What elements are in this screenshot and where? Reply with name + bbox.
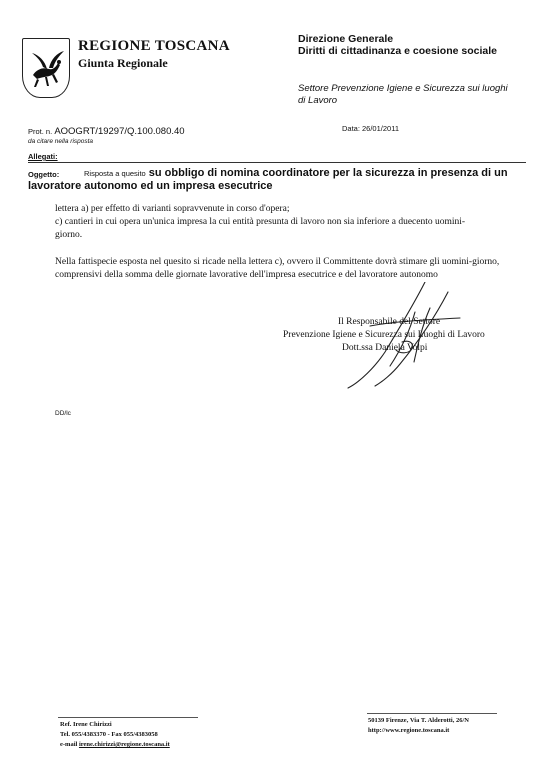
pegasus-icon	[23, 39, 69, 97]
footer-phone: Tel. 055/4383370 - Fax 055/4383058	[60, 731, 158, 738]
footer-divider-left	[58, 717, 198, 718]
footer-email-prefix: e-mail	[60, 741, 79, 748]
header-divider	[28, 162, 526, 163]
subject-title-line-2: lavoratore autonomo ed un impresa esecutrice	[28, 180, 273, 192]
body-paragraph: Nella fattispecie esposta nel quesito si ricade nella lettera c), ovvero il Committente dovrà stimare gli uomini-giorno, comprensivi della somma delle giornate lavorative dell'impresa esecutrice e del lavoratore autonomo	[55, 257, 500, 280]
author-initials: DD/lc	[55, 410, 71, 417]
direction-title: Direzione Generale	[298, 33, 394, 45]
footer-email-line	[60, 740, 170, 750]
subject-title-line-1: su obbligo di nomina coordinatore per la sicurezza in presenza di un	[148, 167, 508, 179]
footer-contact	[60, 720, 170, 750]
protocol-prefix: Prot. n.	[28, 127, 53, 136]
signer-name: Dott.ssa Daniela Volpi	[342, 343, 428, 353]
protocol-number	[28, 126, 185, 137]
sector-name	[298, 83, 528, 107]
footer-address: 50139 Firenze, Via T. Alderotti, 26/N	[368, 717, 469, 724]
subject-label: Oggetto:	[28, 170, 60, 179]
direction-subtitle: Diritti di cittadinanza e coesione sociale	[298, 45, 497, 57]
subject-text	[84, 166, 528, 181]
body-item-a: lettera a) per effetto di varianti sopravvenute in corso d'opera;	[55, 204, 290, 214]
protocol-note: da citare nella risposta	[28, 138, 94, 145]
signer-sector: Prevenzione Igiene e Sicurezza sui Luoghi di Lavoro	[283, 330, 485, 340]
org-name: REGIONE TOSCANA	[78, 38, 230, 54]
footer-email-link[interactable]: irene.chirizzi@regione.toscana.it	[78, 741, 170, 748]
sector-line-2: di Lavoro	[298, 95, 338, 106]
attachments-label: Allegati:	[28, 152, 58, 161]
sector-line-1: Settore Prevenzione Igiene e Sicurezza sui luoghi	[298, 83, 508, 94]
document-date: Data: 26/01/2011	[342, 124, 399, 133]
protocol-value: AOOGRT/19297/Q.100.080.40	[54, 126, 185, 137]
footer-divider-right	[367, 713, 497, 714]
footer-website[interactable]: http://www.regione.toscana.it	[368, 727, 450, 734]
subject-lead: Risposta a quesito	[84, 169, 146, 178]
signer-role: Il Responsabile del Settore	[338, 317, 441, 327]
regione-toscana-logo	[22, 38, 70, 98]
body-item-c: c) cantieri in cui opera un'unica impresa la cui entità presunta di lavoro non sia inferiore a duecento uomini-giorno.	[55, 217, 466, 240]
footer-ref: Ref. Irene Chirizzi	[60, 721, 112, 728]
footer-address-block	[368, 716, 469, 736]
org-subtitle: Giunta Regionale	[78, 56, 168, 70]
